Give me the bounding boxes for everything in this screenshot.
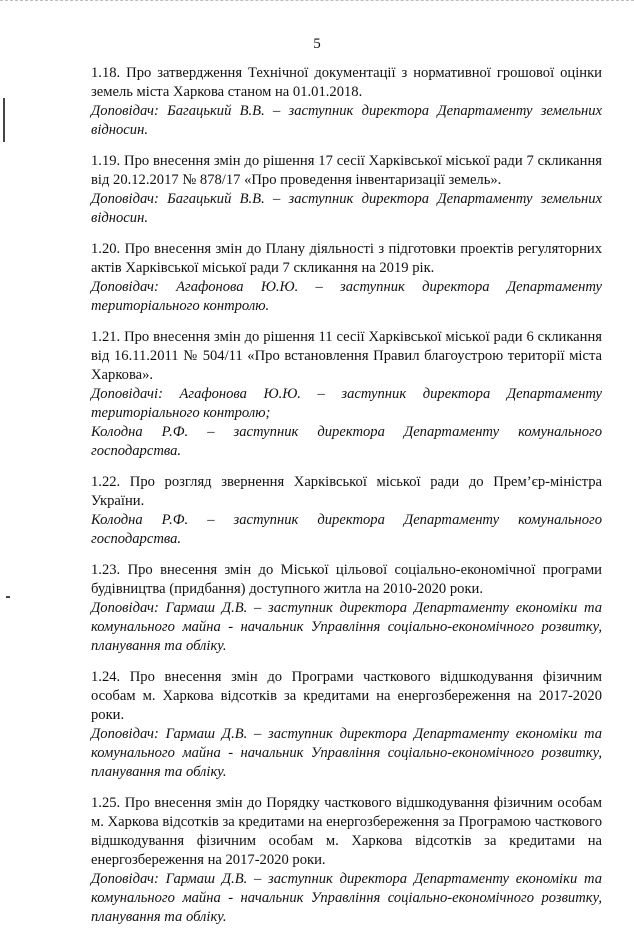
speaker-line: Доповідач: Гармаш Д.В. – заступник директора Департаменту економіки та комунального майна - начальник Управління соціально-економічного розвитку, планування та обліку.: [91, 726, 602, 780]
scan-margin-mark: [3, 98, 5, 142]
speaker-line: Доповідач: Гармаш Д.В. – заступник директора Департаменту економіки та комунального майна - начальник Управління соціально-економічного розвитку, планування та обліку.: [91, 871, 602, 925]
agenda-item: [91, 668, 602, 782]
agenda-item-text: 1.18. Про затвердження Технічної документації з нормативної грошової оцінки земель міста Харкова станом на 01.01.2018.: [91, 65, 602, 100]
speaker-line: Доповідач: Гармаш Д.В. – заступник директора Департаменту економіки та комунального майна - начальник Управління соціально-економічного розвитку, планування та обліку.: [91, 600, 602, 654]
agenda-item-text: 1.25. Про внесення змін до Порядку часткового відшкодування фізичним особам м. Харкова відсотків за кредитами на енергозбереження за Програмою часткового відшкодування фізичним особам м. Харкова відсотків за кредитами на енергозбереження на 2017-2020 роки.: [91, 795, 602, 868]
agenda-item: [91, 152, 602, 228]
agenda-item: [91, 473, 602, 549]
agenda-item: [91, 328, 602, 461]
agenda-item: [91, 240, 602, 316]
agenda-item-text: 1.24. Про внесення змін до Програми часткового відшкодування фізичним особам м. Харкова відсотків за кредитами на енергозбереження на 2017-2020 роки.: [91, 669, 602, 723]
agenda-list: [91, 64, 602, 939]
agenda-item-text: 1.23. Про внесення змін до Міської цільової соціально-економічної програми будівництва (придбання) доступного житла на 2010-2020 роки.: [91, 562, 602, 597]
agenda-item-text: 1.20. Про внесення змін до Плану діяльності з підготовки проектів регуляторних актів Харківської міської ради 7 скликання на 2019 рік.: [91, 241, 602, 276]
agenda-item: [91, 64, 602, 140]
agenda-item-text: 1.21. Про внесення змін до рішення 11 сесії Харківської міської ради 6 скликання від 16.11.2011 № 504/11 «Про встановлення Правил благоустрою території міста Харкова».: [91, 329, 602, 383]
agenda-item: [91, 794, 602, 927]
scan-margin-mark: [6, 596, 10, 598]
speaker-line: Доповідач: Багацький В.В. – заступник директора Департаменту земельних відносин.: [91, 103, 602, 138]
speaker-line: Колодна Р.Ф. – заступник директора Департаменту комунального господарства.: [91, 424, 602, 459]
speaker-line: Доповідач: Агафонова Ю.Ю. – заступник директора Департаменту територіального контролю.: [91, 279, 602, 314]
speaker-line: Колодна Р.Ф. – заступник директора Департаменту комунального господарства.: [91, 512, 602, 547]
agenda-item: [91, 561, 602, 656]
speaker-line: Доповідачі: Агафонова Ю.Ю. – заступник директора Департаменту територіального контролю;: [91, 386, 602, 421]
scan-top-edge: [0, 0, 634, 5]
page-number: 5: [313, 36, 321, 52]
speaker-line: Доповідач: Багацький В.В. – заступник директора Департаменту земельних відносин.: [91, 191, 602, 226]
agenda-item-text: 1.19. Про внесення змін до рішення 17 сесії Харківської міської ради 7 скликання від 20.12.2017 № 878/17 «Про проведення інвентаризації земель».: [91, 153, 602, 188]
agenda-item-text: 1.22. Про розгляд звернення Харківської міської ради до Прем’єр-міністра України.: [91, 474, 602, 509]
